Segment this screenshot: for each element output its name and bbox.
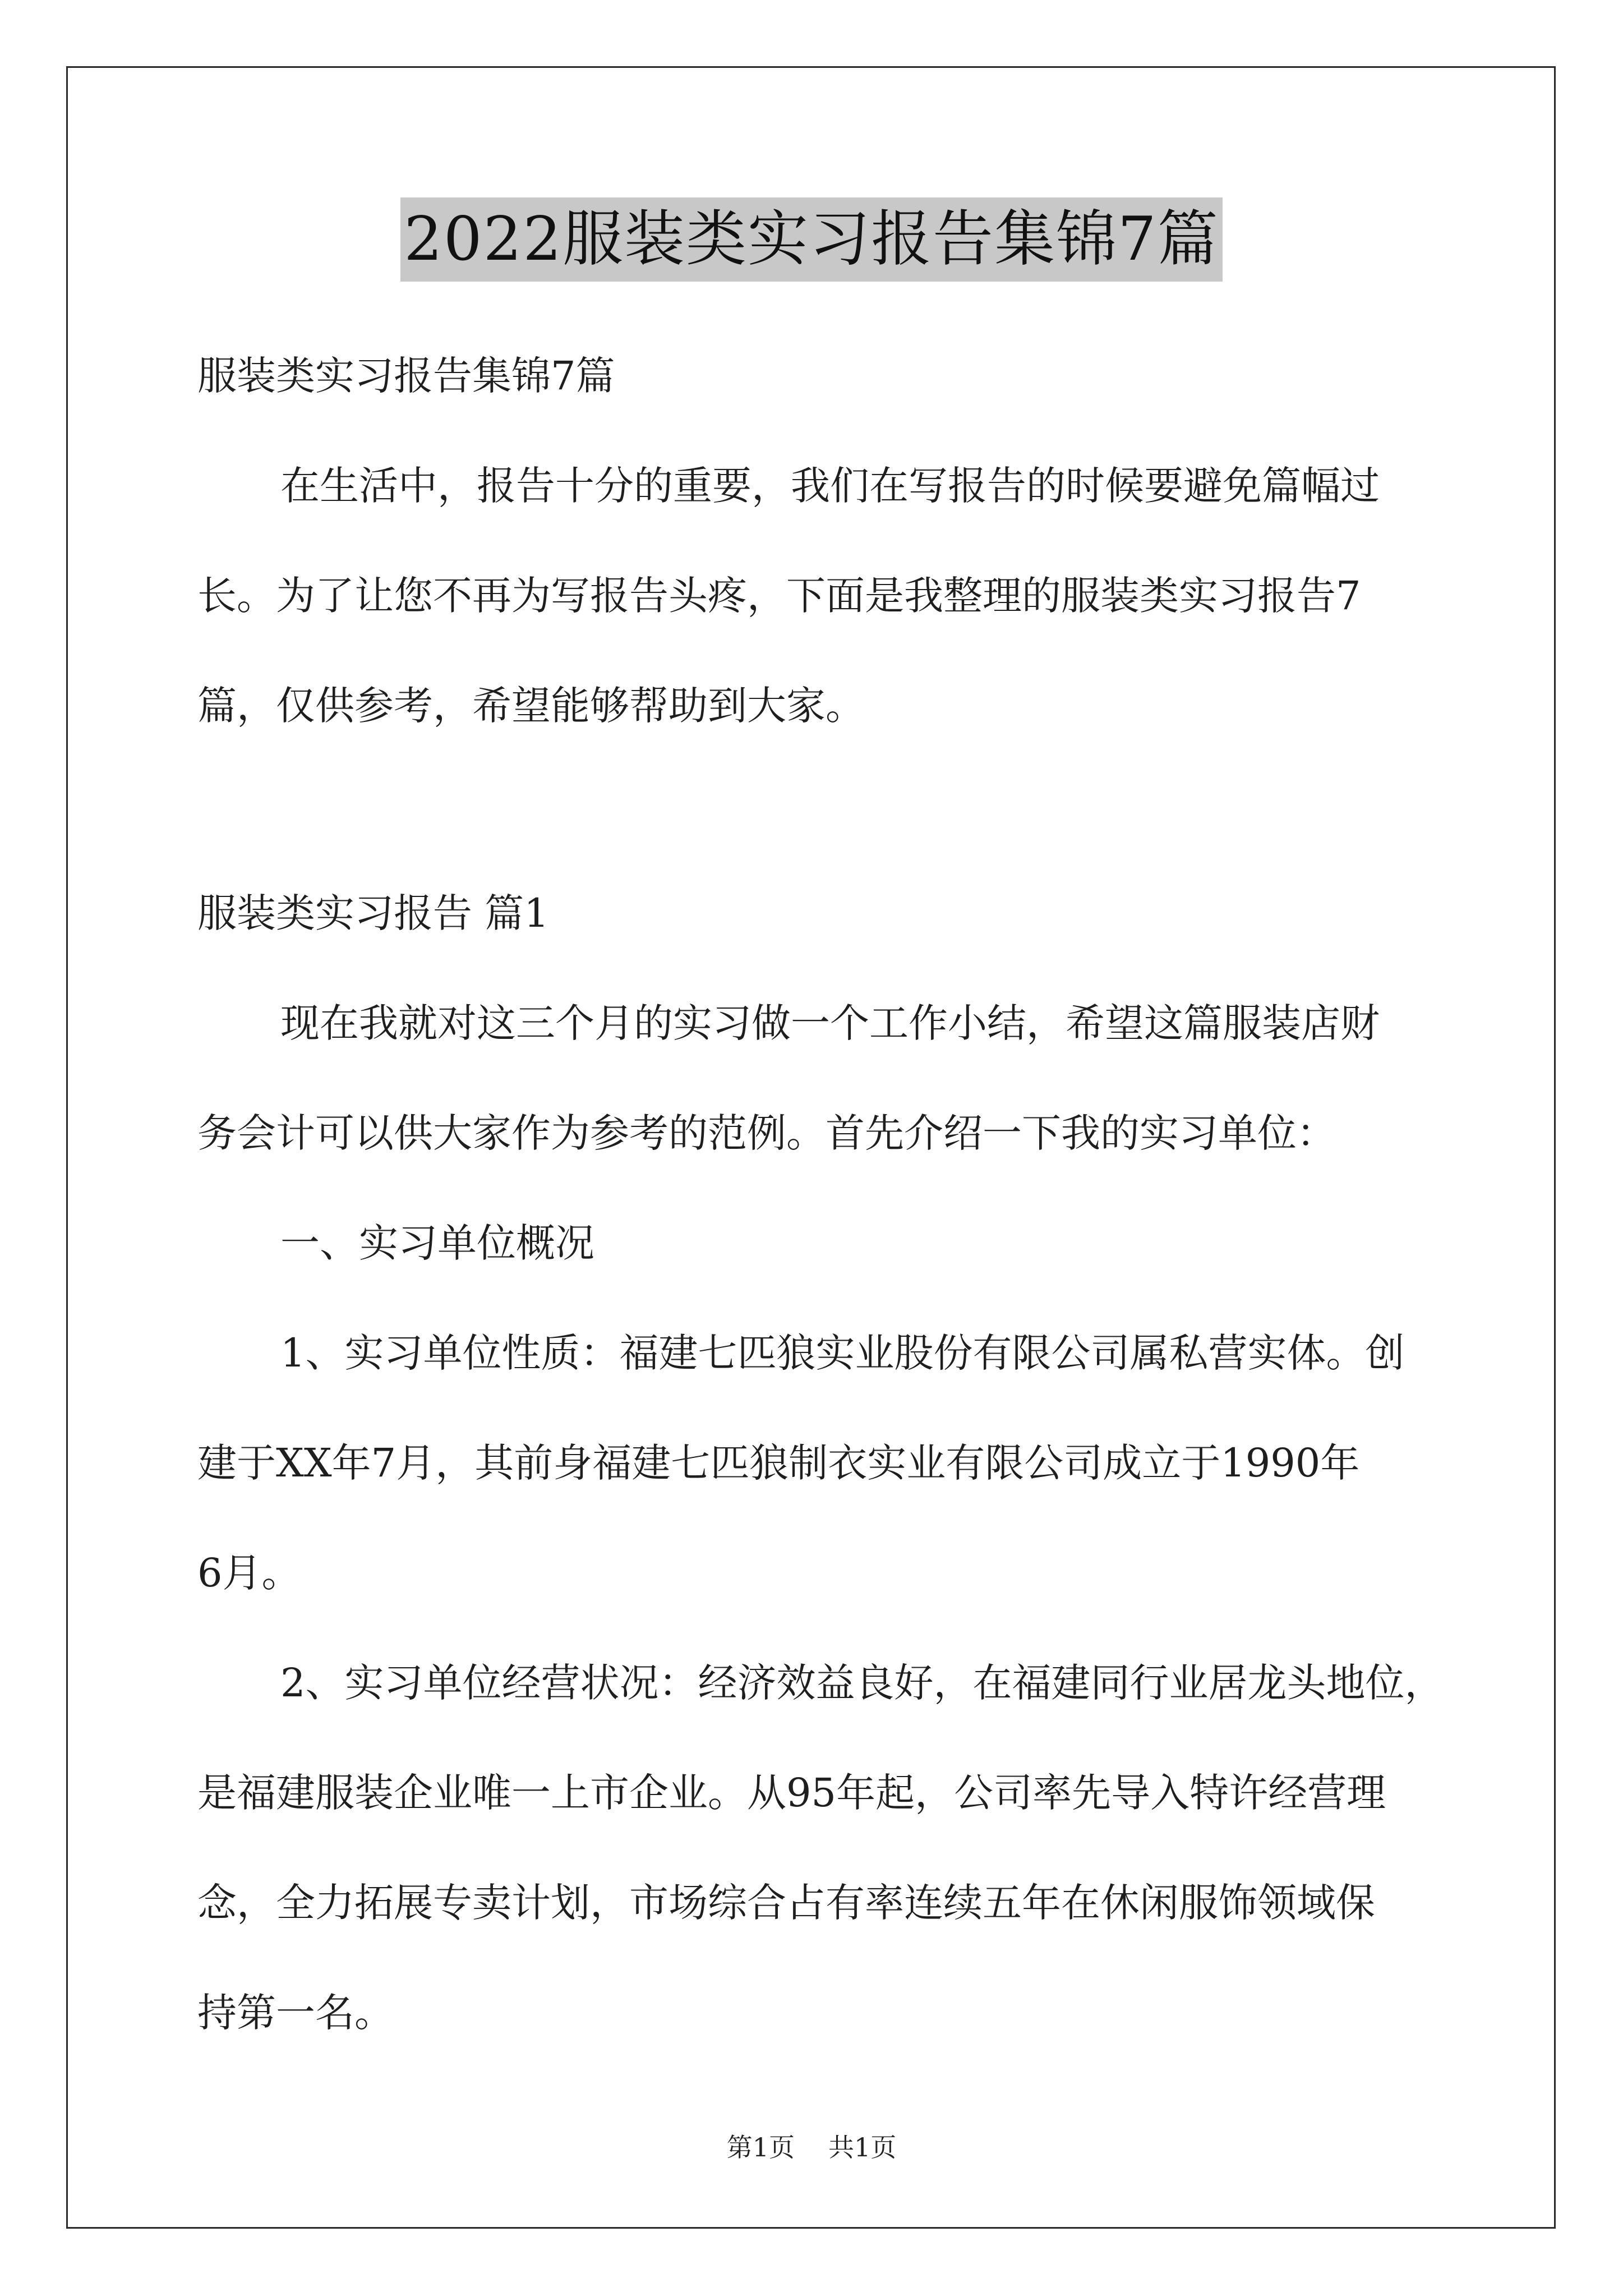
item2-line: 念，全力拓展专卖计划，市场综合占有率连续五年在休闲服饰领域保 <box>197 1880 1375 1926</box>
title-container <box>0 197 1623 282</box>
document-subtitle: 服装类实习报告集锦7篇 <box>197 353 615 399</box>
item1-line: 建于XX年7月，其前身福建七匹狼制衣实业有限公司成立于1990年 <box>197 1440 1360 1486</box>
page-number: 第1页 <box>726 2132 795 2162</box>
paragraph-line: 务会计可以供大家作为参考的范例。首先介绍一下我的实习单位： <box>197 1110 1336 1156</box>
item1-line: 6月。 <box>197 1550 301 1596</box>
item2-line: 2、实习单位经营状况：经济效益良好，在福建同行业居龙头地位， <box>280 1660 1444 1706</box>
item2-line: 是福建服装企业唯一上市企业。从95年起，公司率先导入特许经营理 <box>197 1770 1386 1816</box>
item1-line: 1、实习单位性质：福建七匹狼实业股份有限公司属私营实体。创 <box>280 1330 1405 1376</box>
section-heading: 服装类实习报告 篇1 <box>197 890 549 936</box>
item2-line: 持第一名。 <box>197 1990 394 2036</box>
page-footer <box>0 2132 1623 2163</box>
document-title: 2022服装类实习报告集锦7篇 <box>400 197 1223 282</box>
paragraph-line: 现在我就对这三个月的实习做一个工作小结，希望这篇服装店财 <box>280 1000 1380 1046</box>
intro-line: 在生活中，报告十分的重要，我们在写报告的时候要避免篇幅过 <box>280 463 1380 509</box>
intro-line: 篇，仅供参考，希望能够帮助到大家。 <box>197 683 865 729</box>
subheading: 一、实习单位概况 <box>280 1220 594 1266</box>
intro-line: 长。为了让您不再为写报告头疼，下面是我整理的服装类实习报告7 <box>197 573 1361 619</box>
page-total: 共1页 <box>828 2132 897 2162</box>
